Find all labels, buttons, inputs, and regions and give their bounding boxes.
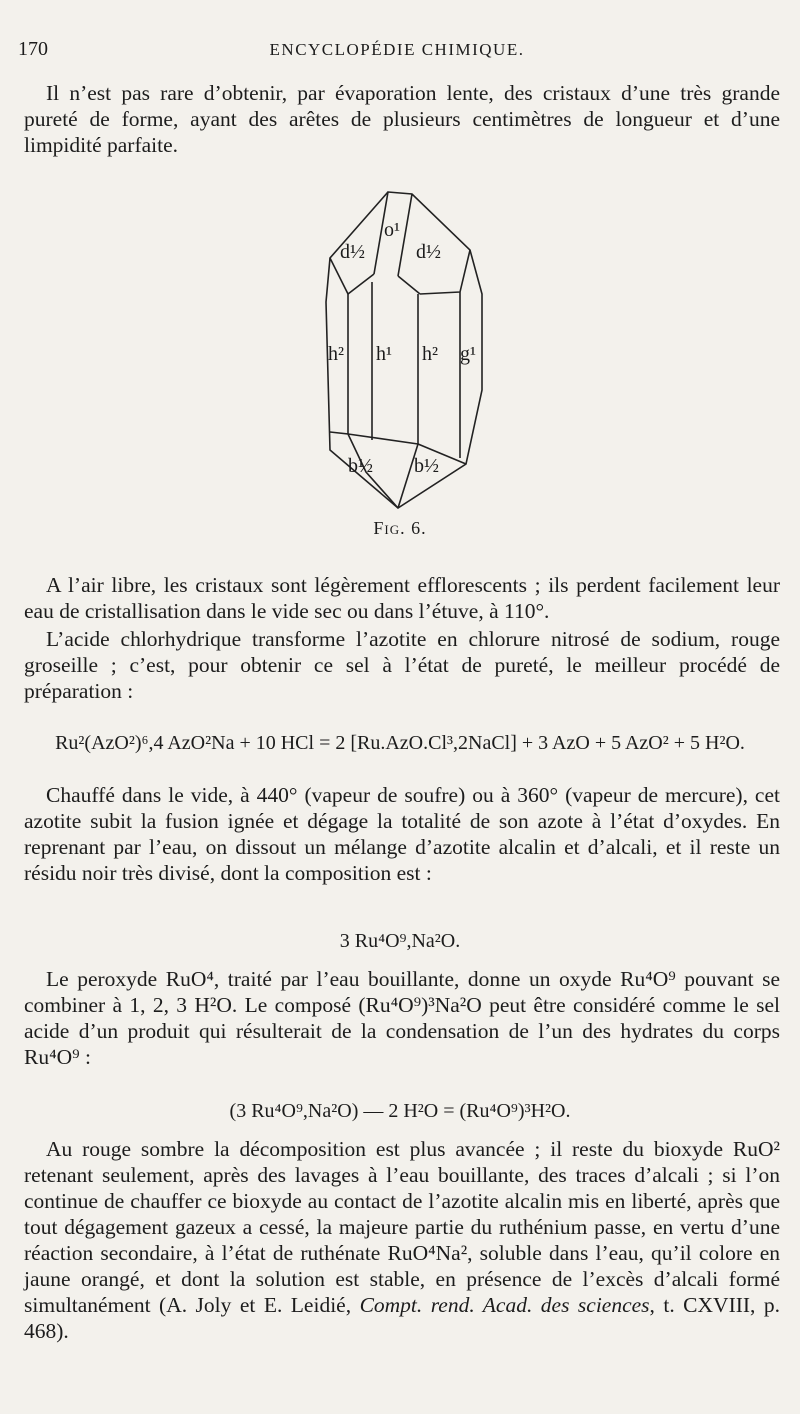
journal-citation: Compt. rend. Acad. des sciences: [359, 1293, 650, 1317]
label-d-left: d½: [340, 241, 365, 263]
equation-3: (3 Ru⁴O⁹,Na²O) — 2 H²O = (Ru⁴O⁹)³H²O.: [229, 1100, 571, 1122]
acid-paragraph: L’acide chlorhydrique transforme l’azotite en chlorure nitrosé de sodium, rouge groseille ; c’est, pour obtenir ce sel à l’état de pureté, le meilleur procédé de préparation :: [24, 627, 780, 703]
label-h1: h¹: [376, 343, 392, 365]
red-heat-paragraph: [24, 1136, 780, 1344]
equation-2: 3 Ru⁴O⁹,Na²O.: [339, 930, 461, 952]
heated-paragraph: Chauffé dans le vide, à 440° (vapeur de soufre) ou à 360° (vapeur de mercure), cet azotite subit la fusion ignée et dégage la totalité de son azote à l’état d’oxydes. En reprenant par l’eau, on dissout un mélange d’azotite alcalin et d’alcali, et il reste un résidu noir très divisé, dont la composition est :: [24, 783, 780, 885]
label-b-right: b½: [414, 455, 439, 477]
label-g1: g¹: [460, 343, 476, 365]
label-h2-left: h²: [328, 343, 344, 365]
label-o1: o¹: [384, 219, 400, 241]
running-head: ENCYCLOPÉDIE CHIMIQUE.: [269, 40, 525, 59]
page-header: [18, 38, 776, 68]
peroxide-paragraph: Le peroxyde RuO⁴, traité par l’eau bouillante, donne un oxyde Ru⁴O⁹ pouvant se combiner à 1, 2, 3 H²O. Le composé (Ru⁴O⁹)³Na²O peut être considéré comme le sel acide d’un produit qui résulterait de la condensation de l’un des hydrates du corps Ru⁴O⁹ :: [24, 967, 780, 1069]
label-d-right: d½: [416, 241, 441, 263]
crystal-figure: [300, 182, 510, 522]
label-h2-right: h²: [422, 343, 438, 365]
label-b-left: b½: [348, 455, 373, 477]
equation-1: Ru²(AzO²)⁶,4 AzO²Na + 10 HCl = 2 [Ru.AzO.Cl³,2NaCl] + 3 AzO + 5 AzO² + 5 H²O.: [55, 732, 745, 754]
red-heat-text: Au rouge sombre la décomposition est plus avancée ; il reste du bioxyde RuO² retenant seulement, après des lavages à l’eau bouillante, des traces d’alcali ; si l’on continue de chauffer ce bioxyde au contact de l’azotite alcalin mis en liberté, après que tout dégagement gazeux a cessé, la majeure partie du ruthénium passe, en vertu d’une réaction secondaire, à l’état de ruthénate RuO⁴Na², soluble dans l’eau, qu’il colore en jaune orangé, et dont la solution est stable, en présence de l’excès d’alcali formé simultanément (A. Joly et E. Leidié,: [24, 1137, 780, 1317]
efflorescent-paragraph: A l’air libre, les cristaux sont légèrement efflorescents ; ils perdent facilement leur eau de cristallisation dans le vide sec ou dans l’étuve, à 110°.: [24, 573, 780, 623]
intro-paragraph: Il n’est pas rare d’obtenir, par évaporation lente, des cristaux d’une très grande pureté de forme, ayant des arêtes de plusieurs centimètres de longueur et d’une limpidité parfaite.: [24, 81, 780, 157]
figure-caption: Fig. 6.: [373, 518, 427, 538]
crystal-prism-edges: [348, 282, 460, 458]
citation-end: , t. CXVIII, p. 468).: [24, 1293, 781, 1343]
page-number: 170: [18, 38, 48, 60]
